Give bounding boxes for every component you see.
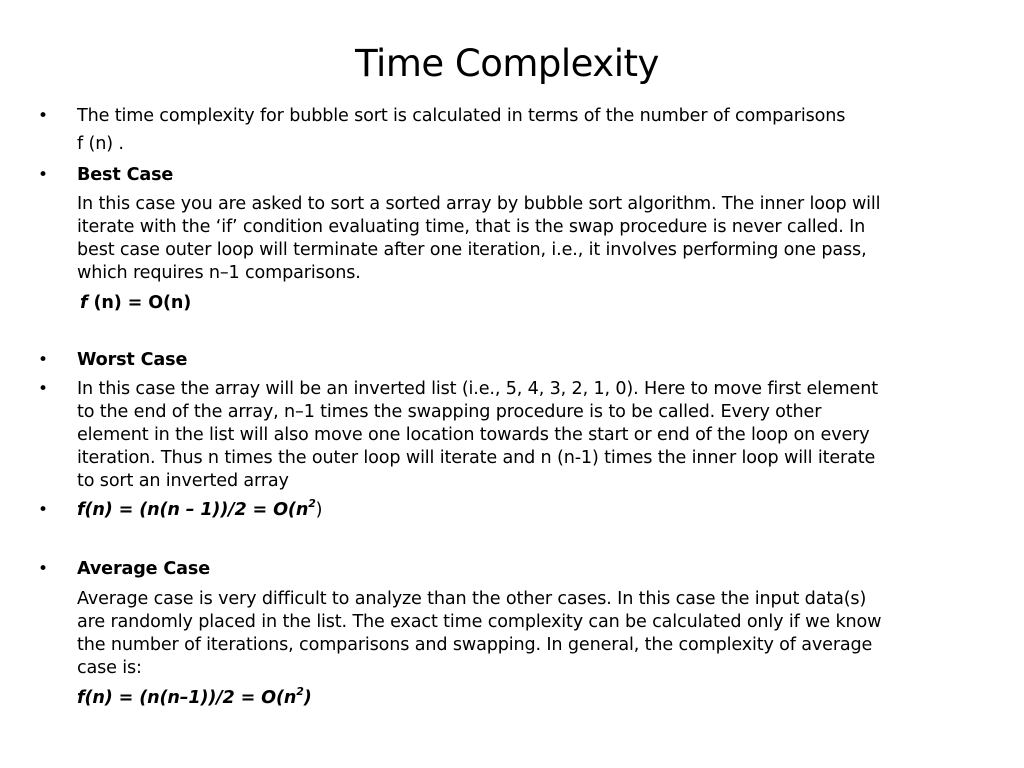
worst-case-formula [77,499,987,522]
average-case-heading: Average Case [77,559,210,579]
formula-close: ) [303,688,312,708]
worst-case-line: iteration. Thus n times the outer loop will iterate and n (n-1) times the inner loop will iterate [77,448,876,468]
average-case-line: the number of iterations, comparisons and swapping. In general, the complexity of average [77,635,873,655]
slide-title: Time Complexity [355,42,659,85]
worst-case-line: to sort an inverted array [77,471,289,491]
bullet-marker: • [38,106,48,126]
bullet-marker: • [38,379,48,399]
formula-main: f(n) = (n(n–1))/2 = O(n [77,688,297,708]
formula-main: f(n) = (n(n – 1))/2 = O(n [77,500,309,520]
worst-case-heading: Worst Case [77,350,188,370]
best-case-line: best case outer loop will terminate after one iteration, i.e., it involves performing one pass, [77,240,867,260]
intro-line-1: The time complexity for bubble sort is calculated in terms of the number of comparisons [77,106,846,126]
average-case-line: case is: [77,658,142,678]
bullet-marker: • [38,350,48,370]
formula-superscript: 2 [296,685,304,699]
formula-f: f [80,293,88,313]
best-case-line: In this case you are asked to sort a sorted array by bubble sort algorithm. The inner loop will [77,194,881,214]
best-case-line: which requires n–1 comparisons. [77,263,361,283]
intro-line-2: f (n) . [77,134,124,154]
bullet-marker: • [38,500,48,520]
best-case-line: iterate with the ‘if’ condition evaluating time, that is the swap procedure is never called. In [77,217,866,237]
worst-case-line: In this case the array will be an inverted list (i.e., 5, 4, 3, 2, 1, 0). Here to move first element [77,379,878,399]
formula-rest: (n) = O(n) [87,293,192,313]
formula-close: ) [315,500,323,520]
average-case-line: are randomly placed in the list. The exact time complexity can be calculated only if we know [77,612,882,632]
formula-superscript: 2 [308,497,316,511]
best-case-formula [80,292,990,315]
worst-case-line: to the end of the array, n–1 times the swapping procedure is to be called. Every other [77,402,822,422]
average-case-line: Average case is very difficult to analyze than the other cases. In this case the input data(s) [77,589,867,609]
best-case-heading: Best Case [77,165,174,185]
bullet-marker: • [38,165,48,185]
bullet-marker: • [38,559,48,579]
average-case-formula [77,687,987,710]
worst-case-line: element in the list will also move one location towards the start or end of the loop on every [77,425,870,445]
